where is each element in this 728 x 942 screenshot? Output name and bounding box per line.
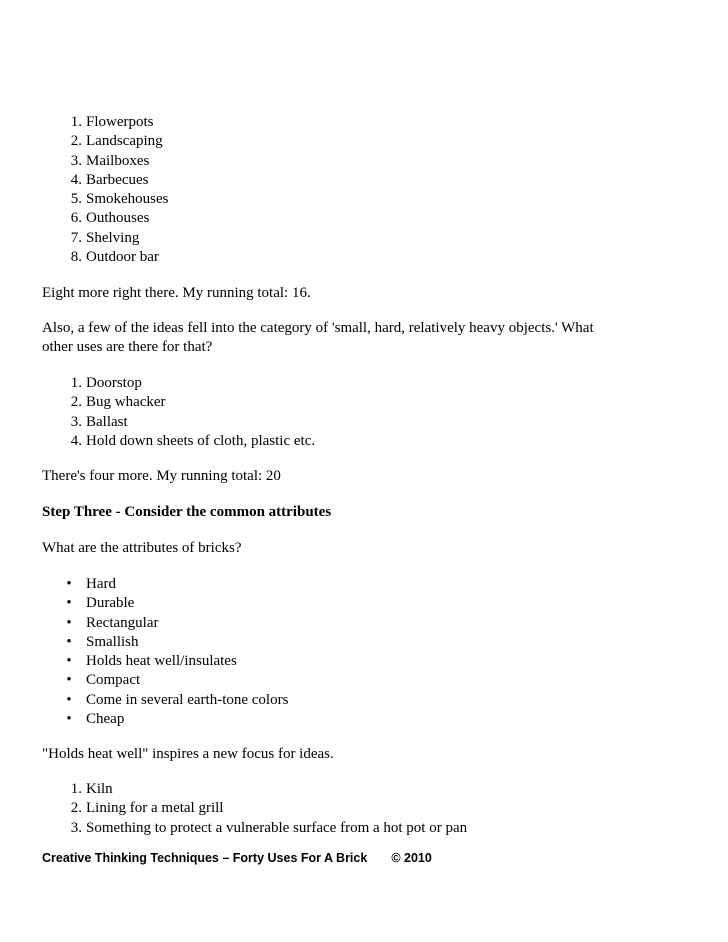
- list-item: 2. Lining for a metal grill: [70, 800, 224, 817]
- list-item: 1. Flowerpots: [70, 114, 154, 130]
- list-item: • Compact: [0, 671, 288, 690]
- list-item: • Hard: [0, 575, 288, 594]
- footer-title: Creative Thinking Techniques – Forty Uses For A Brick: [42, 851, 368, 865]
- section-heading: Step Three - Consider the common attributes: [42, 504, 332, 520]
- footer-copyright: © 2010: [391, 851, 432, 865]
- list-item: 8. Outdoor bar: [70, 249, 159, 266]
- page-footer: [42, 850, 432, 866]
- list-item: • Smallish: [0, 633, 288, 652]
- list-item: 4. Hold down sheets of cloth, plastic etc.: [70, 432, 316, 449]
- bullet-icon: •: [66, 653, 72, 670]
- bullet-list: [0, 575, 288, 729]
- ordered-list-1: [0, 113, 169, 267]
- list-item: • Durable: [0, 594, 288, 613]
- list-item: 6. Outhouses: [70, 210, 150, 227]
- paragraph-holds-heat: "Holds heat well" inspires a new focus for ideas.: [42, 746, 334, 762]
- list-item: • Holds heat well/insulates: [0, 652, 288, 671]
- list-item: 3. Something to protect a vulnerable surface from a hot pot or pan: [70, 819, 468, 836]
- ordered-list-2: [0, 374, 315, 451]
- bullet-icon: •: [66, 711, 72, 728]
- paragraph-running-total-20: There's four more. My running total: 20: [42, 468, 281, 484]
- list-item: 2. Landscaping: [70, 133, 163, 150]
- bullet-icon: •: [66, 614, 72, 631]
- list-item: • Rectangular: [0, 614, 288, 633]
- list-item: 1. Kiln: [70, 781, 113, 797]
- paragraph-running-total-16: Eight more right there. My running total: 16.: [42, 285, 311, 301]
- list-item: 1. Doorstop: [70, 375, 142, 391]
- list-item: 2. Bug whacker: [70, 394, 166, 411]
- bullet-icon: •: [66, 595, 72, 612]
- paragraph-heavy-objects: Also, a few of the ideas fell into the category of 'small, hard, relatively heavy objects.' What other uses are there for that?: [42, 320, 594, 356]
- list-item: 3. Ballast: [70, 413, 128, 430]
- bullet-icon: •: [66, 576, 72, 592]
- list-item: 5. Smokehouses: [70, 191, 169, 208]
- list-item: 7. Shelving: [70, 229, 140, 246]
- list-item: 3. Mailboxes: [70, 152, 150, 169]
- list-item: • Cheap: [0, 710, 288, 729]
- bullet-icon: •: [66, 691, 72, 708]
- ordered-list-3: [0, 780, 467, 838]
- bullet-icon: •: [66, 633, 72, 650]
- list-item: • Come in several earth-tone colors: [0, 691, 288, 710]
- bullet-icon: •: [66, 672, 72, 689]
- paragraph-attributes-question: What are the attributes of bricks?: [42, 540, 242, 556]
- list-item: 4. Barbecues: [70, 171, 149, 188]
